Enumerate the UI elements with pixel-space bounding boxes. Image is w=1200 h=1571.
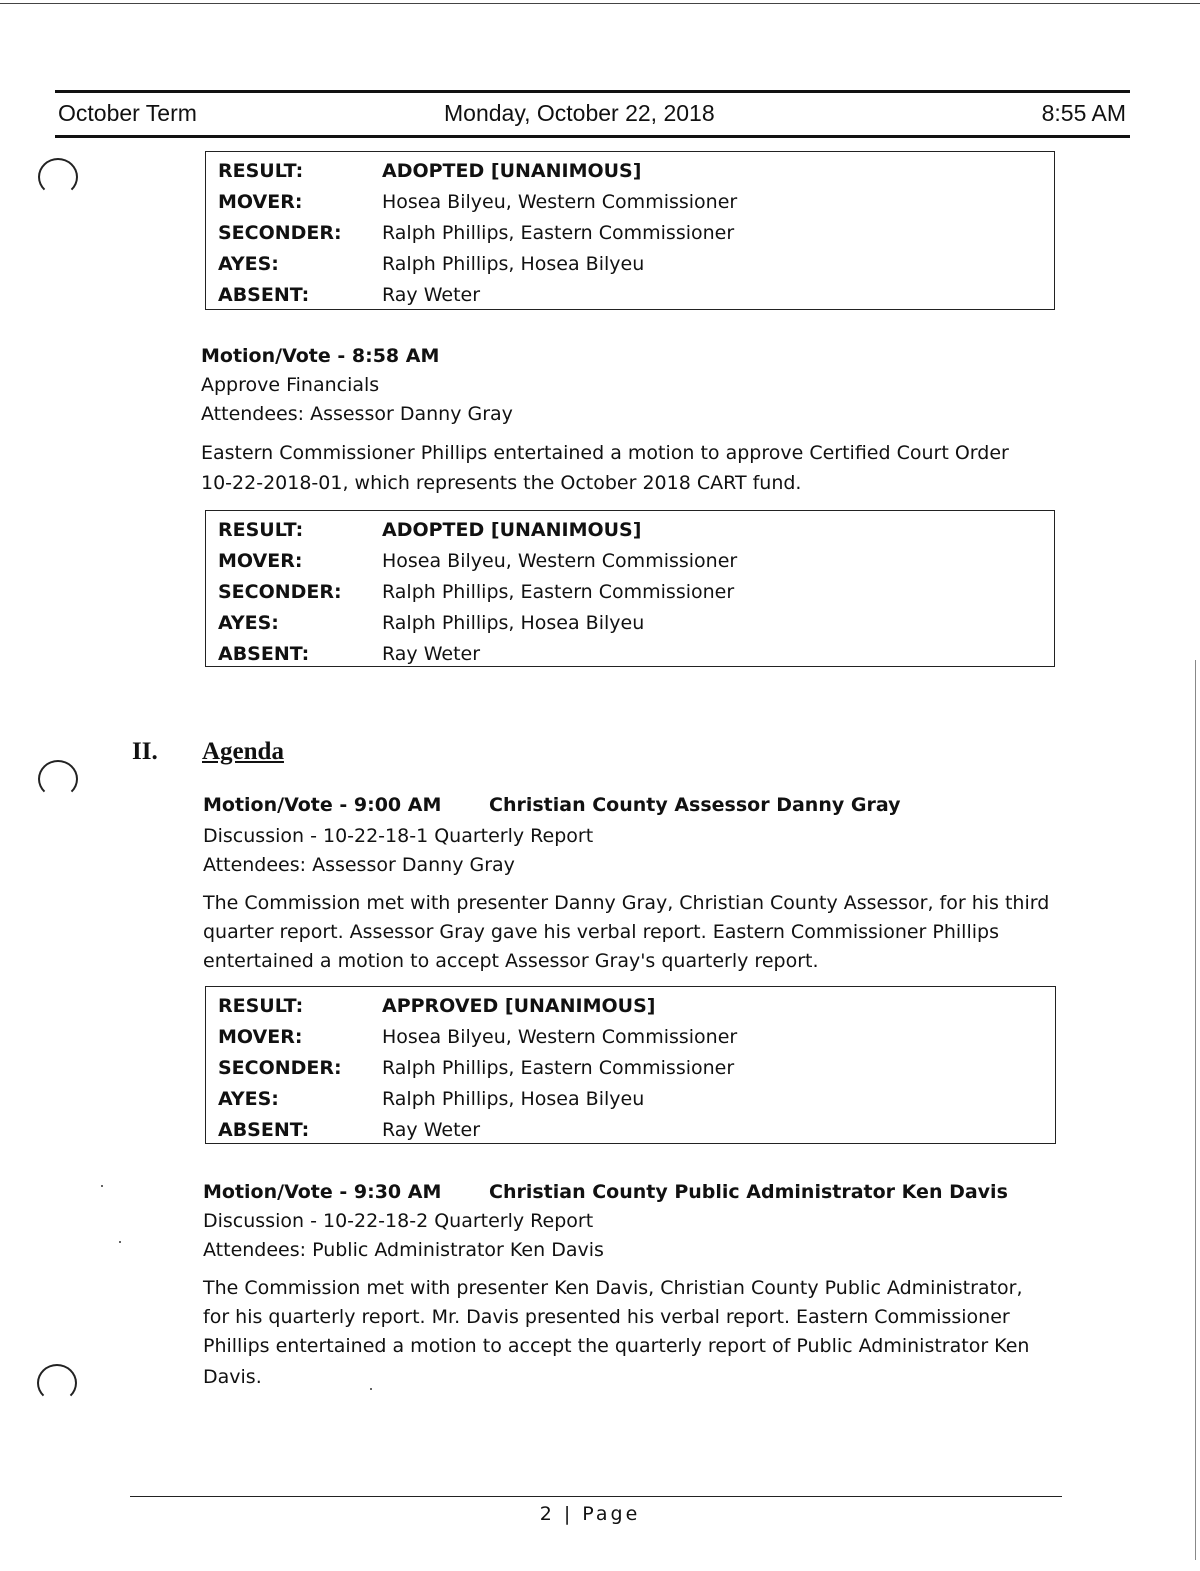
header-date: Monday, October 22, 2018 [444,100,715,126]
vote-value: Ralph Phillips, Eastern Commissioner [382,581,735,603]
vote-row [218,156,1054,187]
motion-body-line: The Commission met with presenter Danny Gray, Christian County Assessor, for his third [203,892,1050,914]
header-term: October Term [58,100,197,126]
vote-value: Hosea Bilyeu, Western Commissioner [382,550,738,572]
vote-row [218,1115,1055,1146]
motion-body-line: 10-22-2018-01, which represents the October 2018 CART fund. [201,472,802,494]
motion-attendees: Attendees: Assessor Danny Gray [201,403,513,425]
motion-body-line: Eastern Commissioner Phillips entertained a motion to approve Certified Court Order [201,442,1009,464]
motion-body-line: for his quarterly report. Mr. Davis presented his verbal report. Eastern Commissioner [203,1306,1010,1328]
vote-value: Ralph Phillips, Hosea Bilyeu [382,612,645,634]
vote-value: Ray Weter [382,1119,481,1141]
vote-label: SECONDER: [218,222,342,244]
motion-body-line: Davis. [203,1366,262,1388]
motion-subject: Discussion - 10-22-18-2 Quarterly Report [203,1210,594,1232]
vote-row [218,249,1054,280]
vote-label: AYES: [218,612,279,634]
vote-value: Ralph Phillips, Hosea Bilyeu [382,1088,645,1110]
vote-value: Ralph Phillips, Eastern Commissioner [382,222,735,244]
scan-edge-line [1195,660,1196,1560]
hole-punch-mark [38,158,78,196]
vote-value: Ray Weter [382,643,481,665]
motion-body-line: Phillips entertained a motion to accept the quarterly report of Public Administrator Ken [203,1335,1030,1357]
motion-body-line: quarter report. Assessor Gray gave his verbal report. Eastern Commissioner Phillips [203,921,999,943]
vote-label: MOVER: [218,1026,303,1048]
vote-value: Ray Weter [382,284,481,306]
vote-value: Ralph Phillips, Eastern Commissioner [382,1057,735,1079]
motion-presenter: Christian County Assessor Danny Gray [489,794,901,816]
vote-value: ADOPTED [UNANIMOUS] [382,160,642,182]
vote-label: ABSENT: [218,1119,310,1141]
vote-row [218,546,1054,577]
motion-body-line: entertained a motion to accept Assessor Gray's quarterly report. [203,950,819,972]
vote-result-table [205,986,1056,1144]
motion-heading: Motion/Vote - 9:00 AM [203,794,442,816]
vote-label: SECONDER: [218,1057,342,1079]
scan-speck [119,1241,121,1243]
vote-value: ADOPTED [UNANIMOUS] [382,519,642,541]
page-header [58,100,1126,132]
vote-value: APPROVED [UNANIMOUS] [382,995,656,1017]
header-rule [55,135,1130,138]
vote-row [218,577,1054,608]
vote-label: AYES: [218,253,279,275]
scan-edge-line [0,3,1200,4]
header-rule [55,90,1130,93]
scan-speck [370,1388,372,1390]
motion-heading: Motion/Vote - 9:30 AM [203,1181,442,1203]
vote-row [218,280,1054,311]
vote-row [218,608,1054,639]
vote-label: MOVER: [218,550,303,572]
vote-label: RESULT: [218,519,304,541]
vote-label: RESULT: [218,160,304,182]
vote-row [218,1084,1055,1115]
vote-label: ABSENT: [218,643,310,665]
motion-heading: Motion/Vote - 8:58 AM [201,345,440,367]
vote-result-table [205,510,1055,667]
scan-speck [101,1185,103,1187]
vote-value: Ralph Phillips, Hosea Bilyeu [382,253,645,275]
section-title: Agenda [202,738,284,765]
motion-subject: Approve Financials [201,374,380,396]
vote-row [218,991,1055,1022]
vote-row [218,1053,1055,1084]
vote-row [218,187,1054,218]
page-number: 2 | Page [539,1503,641,1525]
motion-subject: Discussion - 10-22-18-1 Quarterly Report [203,825,594,847]
vote-result-table [205,151,1055,310]
vote-value: Hosea Bilyeu, Western Commissioner [382,1026,738,1048]
vote-label: ABSENT: [218,284,310,306]
vote-value: Hosea Bilyeu, Western Commissioner [382,191,738,213]
motion-body-line: The Commission met with presenter Ken Davis, Christian County Public Administrator, [203,1277,1023,1299]
vote-label: MOVER: [218,191,303,213]
motion-attendees: Attendees: Public Administrator Ken Davis [203,1239,604,1261]
footer-rule [130,1496,1062,1497]
section-number: II. [132,738,158,765]
vote-label: AYES: [218,1088,279,1110]
vote-label: RESULT: [218,995,304,1017]
vote-row [218,218,1054,249]
motion-presenter: Christian County Public Administrator Ken Davis [489,1181,1008,1203]
vote-label: SECONDER: [218,581,342,603]
vote-row [218,1022,1055,1053]
vote-row [218,639,1054,670]
hole-punch-mark [37,1364,77,1402]
vote-row [218,515,1054,546]
header-time: 8:55 AM [1041,100,1126,126]
motion-attendees: Attendees: Assessor Danny Gray [203,854,515,876]
hole-punch-mark [38,760,78,798]
